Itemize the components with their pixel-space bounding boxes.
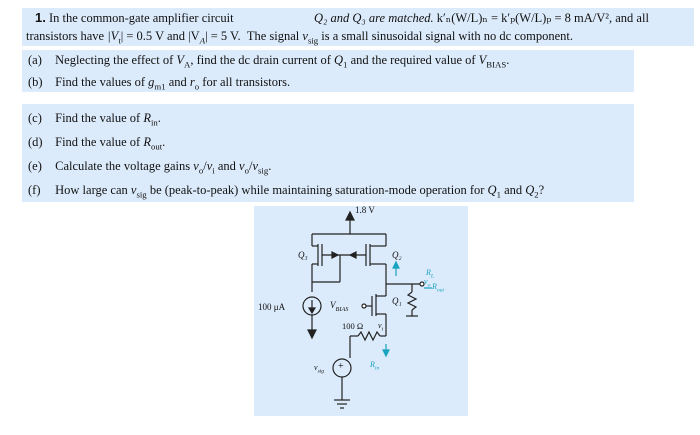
problem-matched: Q₂ and Q₃ are matched. k′ₙ(W/L)ₙ = k′ₚ(W/L)ₚ = 8 mA/V², and all <box>314 11 649 25</box>
problem-params: k′ₙ(W/L)ₙ = k′ₚ(W/L)ₚ = 8 mA/V², and all <box>436 11 649 25</box>
rin-label: $R_{in}$ <box>370 360 380 372</box>
problem-line-2: transistors have $|V_t| = 0.5$ V and $|V_A| = 5$ V. The signal $v_{sig}$ is a small sinusoidal signal with no dc component. <box>26 29 573 46</box>
vdd-arrow <box>346 212 354 220</box>
q2-label: Q₂ <box>392 250 402 260</box>
resistor-label: 100 Ω <box>342 321 364 331</box>
problem-intro-1: In the common-gate amplifier circuit <box>48 11 234 25</box>
part-b: (b) Find the values of $g_{m1}$ and $r_o$ for all transistors. <box>28 75 291 92</box>
part-c: (c) Find the value of $R_{in}$. <box>28 111 161 128</box>
vdd-label: 1.8 V <box>355 205 375 215</box>
rout-label: $R_{out}$ <box>432 282 445 294</box>
rl-label: $R_L$ <box>426 268 435 280</box>
vsig-plus: + <box>338 361 344 372</box>
q3-label: Q₃ <box>298 250 308 260</box>
vbias-label: $V_{BIAS}$ <box>330 300 349 313</box>
q1-label: Q₁ <box>392 296 402 306</box>
part-f: (f) How large can $v_{sig}$ be (peak-to-peak) while maintaining saturation-mode operation for $Q_1$ and $Q_2$? <box>28 183 545 200</box>
vo-label: $v_o$ <box>424 277 431 289</box>
part-a: (a) Neglecting the effect of $V_A$, find the dc drain current of $Q_1$ and the required value of $V_{BIAS}$. <box>28 53 510 70</box>
vi-label: $v_i$ <box>378 321 384 333</box>
vsig-label: $v_{sig}$ <box>314 363 325 375</box>
part-e: (e) Calculate the voltage gains $v_o/v_i$ and $v_o/v_{sig}$. <box>28 159 272 176</box>
part-d: (d) Find the value of $R_{out}$. <box>28 135 166 152</box>
current-source-label: 100 μA <box>258 302 286 312</box>
problem-number: 1. <box>35 10 46 25</box>
